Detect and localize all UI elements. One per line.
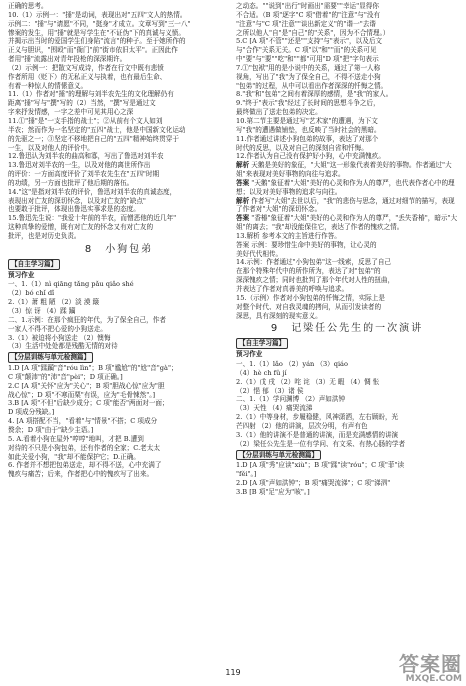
right-practice-answers	[236, 461, 458, 496]
text-line: 14.示例：作者通过"小狗包弟"这一线索，反思了自己	[236, 258, 392, 267]
text-line: 5.C [A 项"不管""还是""支持"与"表示"，以及后文	[236, 37, 383, 46]
text-line: 15.鲁迅先生说："我爱十年前的半农，而憎恶他的近几年"	[8, 214, 177, 223]
text-line: （3）惊 讶 （4）蹂 躏	[8, 307, 76, 315]
text-line: （3）天性 （4）痛哭流涕	[236, 404, 313, 413]
text-line: 12.鲁迅认为刘半农的曲高和寡，写出了鲁迅对刘半农	[8, 152, 164, 161]
text-line: 6. 作者并不想把包弟送走，却不得不送，心中充满了	[8, 461, 162, 470]
text-line: 一家人不得不把心爱的小狗送走。	[8, 324, 107, 333]
page-number: 119	[225, 668, 241, 677]
text-line: 3.B [B 项"足"应为"咳"。]	[236, 487, 310, 496]
text-line: 也要敢于批评，体现出鲁迅实事求是的态度。	[8, 205, 140, 214]
text-line: 11.作者通过讲述小狗包弟的故事，表达了对那个	[236, 134, 379, 143]
section-header-self-study: 【自主学习篇】	[236, 338, 288, 349]
text-line: D 项成分残缺。]	[8, 408, 55, 417]
text-line: 深思，具有深刻的现实意义。	[236, 311, 322, 320]
text-line: 之所以他人"自"是"自己"的"关系"，因为不合情理。）	[236, 28, 390, 37]
text-line: 3.（1）他的讲演不是普通的讲演，而是充满感情的讲演	[236, 430, 399, 439]
text-line: 的评价：一方面高度评价了刘半农先生在"五四"时期	[8, 170, 160, 179]
text-line: 对待的不只是小狗包弟，还有作者的全家；C.老太太	[8, 443, 160, 452]
text-line: 一、1.（1）lǎo （2）yán （3）qiáo	[236, 360, 348, 369]
text-line: （2）bó chǐ dǐ	[8, 289, 55, 298]
text-line: 1.D [A 项"秀"应读"xiù"；B 项"蹂"读"róu"；C 项"菲"读	[236, 461, 405, 470]
text-line: 时代的反思，以及对自己的深刻自省和忏悔。	[236, 143, 368, 152]
text-line: 二、1.示例：在那个疯狂的年代，为了保全自己，作者	[8, 315, 166, 324]
text-line: 正确的思考。	[8, 2, 48, 10]
right-answers-middle-2	[236, 258, 458, 320]
section-header-practice: 【分层训练与单元检测篇】	[236, 450, 321, 461]
left-column	[8, 2, 230, 479]
answer-label: 解析	[236, 196, 250, 205]
answer-block	[236, 214, 458, 232]
watermark-sub: MXQE.COM	[405, 674, 462, 684]
text-line: 作者所用（贬下）的无私正义与执着，也有最后生命、	[8, 72, 167, 81]
lesson-number: 8	[84, 243, 94, 255]
text-line: 2.（1）戊 戌 （2）咤 诧 （3）无 暇 （4）惆 怅	[236, 377, 380, 386]
text-line: 并表达了作者对真善美的呼唤与追求。	[236, 285, 349, 293]
text-line: 一生，以及对他人的评价中。	[8, 143, 94, 152]
text-line: 字来抒发情感，一字之差中可见其用心之深	[8, 108, 134, 117]
text-line: 写"我"的遭遇做铺垫，也反映了当时社会的黑暗。	[236, 125, 381, 134]
lesson-9-title	[236, 322, 458, 336]
text-line: （4）hè ch fǔ jí	[236, 368, 287, 377]
text-line: 的先驱之一；③坚定不移地把自己的"五四"精神始终贯穿于	[8, 134, 179, 143]
text-line: 批评，也是对历史负责。	[8, 231, 81, 240]
answer-block	[236, 197, 458, 215]
text-line: 二、1.（1）学问渊博 （2）声如洪钟	[236, 395, 346, 404]
text-line: 11.①"捶"是"一支手指的战士"；②从前有个文人如刘	[8, 116, 163, 125]
lesson-name: 记梁任公先生的一次演讲	[291, 323, 424, 335]
subsection-preview: 预习作业	[236, 350, 263, 359]
text-line: 5. A.看着小狗在屋外"哼哼"地叫，才把 B.遭到	[8, 434, 144, 443]
text-line: C 项"颠沛"的"沛"音"pèi"；D 项正确。]	[8, 372, 123, 381]
text-line: 有着一种惊人的情愫意义。	[8, 81, 88, 90]
watermark-main: 答案圈	[399, 652, 462, 676]
text-line: （2）悒 郁 （3）诸 侯	[236, 386, 304, 395]
text-line: 芒四射 （2）他的讲演，层次分明，有声有色	[236, 421, 368, 430]
text-line: 2.D [A 项"声如洪钟"；B 项"痛哭流涕"；C 项"涕泗"	[236, 479, 391, 488]
left-practice-answers	[8, 364, 230, 479]
text-line: 10.第二节主要是通过写"艺术家"的遭遇，为下文	[236, 116, 378, 125]
text-line: 14."这"是指对刘半农的评价，鲁迅对刘半农的真诚态度，	[8, 187, 177, 196]
answer-text: "香椿"象征着"大姐"美好的心灵和作为人的尊严，"丢失香椿"，暗示"大姐"的离去；"我"却没能保住它，表达了作者的愧疚之情。	[236, 214, 458, 232]
text-line: 深深愧疚之情；同时也批判了那个年代对人性的扭曲，	[236, 276, 395, 285]
text-line: 3.（1）被迫将小狗送走 （2）懊悔	[8, 333, 111, 342]
text-line: 这种真挚的爱憎，既有对亡友的怀念又有对亡友的	[8, 223, 154, 232]
text-line: "包弟"的过程，从中可以看出作者深深的忏悔之情。	[236, 81, 388, 90]
text-line: 愧疚与痛苦；后来，作者把心中的愧疚写了出来。	[8, 470, 154, 479]
text-line: 的功绩，另一方面也批评了他后期的落伍。	[8, 178, 134, 187]
text-line: （2）梁任公先生是一位有学问、有文采、有热心肠的学者	[236, 439, 406, 448]
text-line: 7.①"包袱"用的是小说中的关系，通过了第一人称	[236, 63, 381, 72]
text-line: 8."我"和"包弟"之间有着深厚的感情，是"我"的家人。	[236, 90, 393, 99]
text-line: 如此关爱小狗，"我"却不能保护它；D.正确。	[8, 452, 140, 461]
text-line: 4. [A 项搭配不当，"看着"与"情景"不搭；C 项成分	[8, 417, 158, 426]
text-line: 一、1.（1）nì qiāng tǎng pǎu qiǎo shé	[8, 280, 134, 289]
text-line: 惨案的发生，用"捶"就是写学生在"不证伪"下的真诚与义愤。	[8, 28, 185, 37]
text-line: 并揭示出当时的爱国学生们身陷"流言"的种子。至于她所作的	[8, 37, 186, 46]
answer-text: 天鹅是美好的象征，"大姐"这一形象代表着美好的事物。作者通过"大姐"来表现对美好事物的向往与追求。	[236, 161, 452, 179]
text-line: 对整个时代、对自我灵魂的拷问，从而引发读者的	[236, 302, 382, 311]
answer-text: 作者写"大姐"去世以后，"我"的悲伤与思念，通过对细节的描写，表现了作者对"大姐"的深切怀念。	[236, 196, 455, 214]
watermark-logo	[399, 654, 462, 684]
answer-text: "天鹅"象征着"大姐"美好的心灵和作为人的尊严，也代表作者心中的理想；以及对美好事物的追求与向往。	[236, 178, 455, 196]
text-line: 半农；然而作为一名坚定的"五四"战士，他是中国新文化运动	[8, 125, 186, 134]
lesson-name: 小狗包弟	[105, 243, 154, 255]
text-line: 12.作者认为自己没有保护好小狗，心中充满愧疚。	[236, 152, 385, 161]
section-header-self-study: 【自主学习篇】	[8, 259, 60, 270]
subsection-preview: 预习作业	[8, 270, 35, 279]
text-line: 者用"捶"流露出对青年投枪的深深期许。	[8, 55, 127, 64]
text-line: 13.解析 参考本文的主旨进行作答。	[236, 231, 341, 240]
text-line: 示例二："捶"与"请愿"不同，"挺身"才成立。文章写到"三一八"	[8, 19, 191, 28]
right-column	[236, 2, 458, 497]
text-line: 表现出对亡友的深切怀念，以及对亡友的"缺点"	[8, 196, 146, 205]
right-answers-top	[236, 2, 458, 161]
answer-block	[236, 179, 458, 197]
text-line: 13.鲁迅对刘半农的一生，以及对他的离世所作出	[8, 161, 151, 170]
text-line: 2.C [A 项"关怀"应为"关心"；B 项"胆战心惊"应为"胆	[8, 381, 165, 390]
text-line: 2.（1）中等身材，步履稳健，风神潇洒，左右顾盼，光	[236, 413, 399, 422]
text-line: 15.（示例）作者对小狗包弟的忏悔之情，实际上是	[236, 293, 385, 302]
text-line: 之动态。""说到"出行"时画出"需要""幸运"显得你	[236, 2, 379, 10]
text-line: 美好代代相传。	[236, 249, 283, 258]
answer-block	[236, 161, 458, 179]
text-line: 视角，写出了"我"为了保全自己，不得不送走小狗	[236, 72, 381, 81]
text-line: 3.B [A 项"不但"后缺少成分；C 项"能否"两面对一面；	[8, 399, 169, 408]
lesson-number: 9	[270, 323, 280, 335]
text-line: 11.（1）作者对"捶"的理解与刘半农先生的文化理解仍有	[8, 90, 174, 99]
right-answers-middle	[236, 232, 458, 259]
text-line: 正义与胆识，"围殴"而"衙门"前"街市依旧太平"。正因此作	[8, 46, 178, 55]
text-line: 在那个特殊年代中的所作所为，表达了对"包弟"的	[236, 267, 381, 276]
text-line: 中"要"与"要""吃"和""都"可用"D 项"把"字句表示	[236, 55, 379, 64]
text-line: 距离"捶"写与"撰"写的（2）当然，"撰"写是通过文	[8, 99, 156, 108]
text-line: "注意"与"C 项"注意""谈出新定义"的"谐一"去谐	[236, 19, 376, 28]
text-line: 9."终于"表示"我"经过了长时间的思想斗争之后，	[236, 99, 380, 108]
section-header-practice: 【分层训练与单元检测篇】	[8, 352, 93, 363]
text-line: 10.（1）示例一："捶"是动词，表现出对"五四"文人的热情。	[8, 10, 187, 19]
left-preview-answers	[8, 280, 230, 351]
text-line: 最终做出了送走包弟的决定。	[236, 108, 322, 117]
text-line: （2）示例一：把散文写成诗，作者在行文中既有悲愤	[8, 63, 164, 72]
answer-label: 解析	[236, 161, 250, 170]
text-line: 战心惊"；D 项"不寒而栗"有误，应为"毛骨悚然"。]	[8, 390, 156, 399]
left-answers-top	[8, 2, 230, 117]
text-line: 1.D [A 项"蹂躏"音"róu lìn"；B 项"尴尬"的"尬"音"gà"；	[8, 364, 178, 373]
text-line: "fěi"。]	[236, 470, 257, 479]
text-line: 赘余；D 项"由于"缺少主语。]	[8, 425, 94, 434]
answer-label: 答案	[236, 214, 250, 223]
right-preview-answers	[236, 360, 458, 448]
answer-label: 答案	[236, 178, 250, 187]
lesson-8-title	[8, 243, 230, 257]
text-line: 与"合作"关系无关。C 项"以"和""而"的关系可见	[236, 46, 377, 55]
text-line: 答案 示例：要珍惜生命中美好的事物，让心灵的	[236, 240, 377, 249]
text-line: 2.（1）萧 粗 陋 （2）淡 漠 簸	[8, 298, 100, 307]
left-answers-middle	[8, 117, 230, 241]
text-line: （3）生活中处处都是残酷无情的对待	[8, 342, 118, 351]
text-line: 不合适。（B 项"逐字"C 项"借着"的"注意"与"没有	[236, 10, 381, 19]
